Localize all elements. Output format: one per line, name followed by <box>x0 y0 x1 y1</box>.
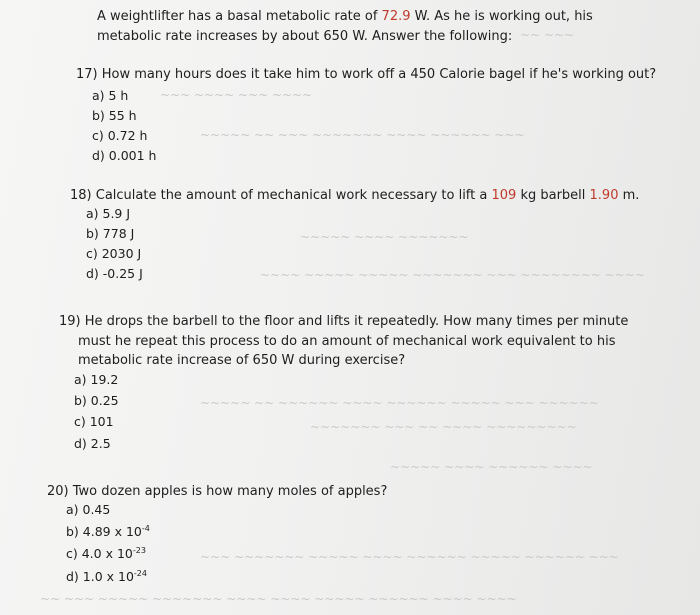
q17-option-a: a) 5 h <box>92 88 129 103</box>
bleed-through: ~~~ ~~~~~~~ ~~~~~ ~~~~ ~~~~~~ ~~~~~ ~~~~~~ ~~~ <box>200 550 619 564</box>
q20-option-c-base: c) 4.0 x 10 <box>66 546 133 561</box>
q20-option-d-base: d) 1.0 x 10 <box>66 569 134 584</box>
bleed-through: ~~~~~ ~~ ~~~ ~~~~~~~ ~~~~ ~~~~~~ ~~~ <box>200 128 525 142</box>
intro-paragraph <box>97 7 657 47</box>
question-19-line-1: 19) He drops the barbell to the floor and lifts it repeatedly. How many times per minute <box>59 314 629 329</box>
q20-option-d-exponent: -24 <box>133 569 147 578</box>
bleed-through: ~~ ~~~ <box>520 28 575 42</box>
bmr-value: 72.9 <box>381 9 411 24</box>
bleed-through: ~~ ~~~ ~~~~~ ~~~~~~~ ~~~~ ~~~~ ~~~~~ ~~~~~~ ~~~~ ~~~~ <box>40 592 517 606</box>
q20-option-b-exponent: -4 <box>141 524 150 533</box>
bleed-through: ~~~ ~~~~ ~~~ ~~~~ <box>160 88 313 102</box>
q20-option-b-base: b) 4.89 x 10 <box>66 524 142 539</box>
height-value: 1.90 <box>589 188 619 203</box>
q20-option-c <box>66 544 146 564</box>
question-20: 20) Two dozen apples is how many moles of apples? <box>47 484 388 499</box>
bleed-through: ~~~~~~~ ~~~ ~~ ~~~~ ~~~~~~~~~ <box>310 420 577 434</box>
question-19-line-3: metabolic rate increase of 650 W during exercise? <box>78 353 406 368</box>
q18-text-mid: kg barbell <box>516 188 590 203</box>
q20-option-a: a) 0.45 <box>66 502 111 517</box>
bleed-through: ~~~~~ ~~~~ ~~~~~~ ~~~~ <box>390 460 593 474</box>
q17-option-c: c) 0.72 h <box>92 128 148 143</box>
intro-text: A weightlifter has a basal metabolic rate of <box>97 9 382 24</box>
question-19-line-2: must he repeat this process to do an amount of mechanical work equivalent to his <box>78 334 616 349</box>
q20-option-b <box>66 522 150 542</box>
q20-option-d <box>66 567 147 587</box>
q18-text-end: m. <box>618 188 640 203</box>
q18-text: 18) Calculate the amount of mechanical work necessary to lift a <box>70 188 492 203</box>
q19-option-c: c) 101 <box>74 414 114 429</box>
intro-text-rest: W. As he is working out, his metabolic rate increases by about 650 W. Answer the following: <box>97 9 593 44</box>
q19-option-a: a) 19.2 <box>74 372 119 387</box>
q18-option-c: c) 2030 J <box>86 246 142 261</box>
q17-option-b: b) 55 h <box>92 108 137 123</box>
bleed-through: ~~~~~ ~~~~ ~~~~~~~ <box>300 230 469 244</box>
bleed-through: ~~~~~ ~~ ~~~~~~ ~~~~ ~~~~~~ ~~~~~ ~~~ ~~~~~~ <box>200 396 599 410</box>
q18-option-a: a) 5.9 J <box>86 206 131 221</box>
question-18 <box>70 186 639 206</box>
q20-option-c-exponent: -23 <box>132 546 146 555</box>
question-17: 17) How many hours does it take him to work off a 450 Calorie bagel if he's working out? <box>76 67 657 82</box>
q19-option-b: b) 0.25 <box>74 393 119 408</box>
q19-option-d: d) 2.5 <box>74 436 111 451</box>
bleed-through: ~~~~ ~~~~~ ~~~~~ ~~~~~~~ ~~~ ~~~~~~~~ ~~~~ <box>260 268 645 282</box>
q18-option-b: b) 778 J <box>86 226 135 241</box>
q18-option-d: d) -0.25 J <box>86 266 143 281</box>
q17-option-d: d) 0.001 h <box>92 148 157 163</box>
mass-value: 109 <box>491 188 517 203</box>
